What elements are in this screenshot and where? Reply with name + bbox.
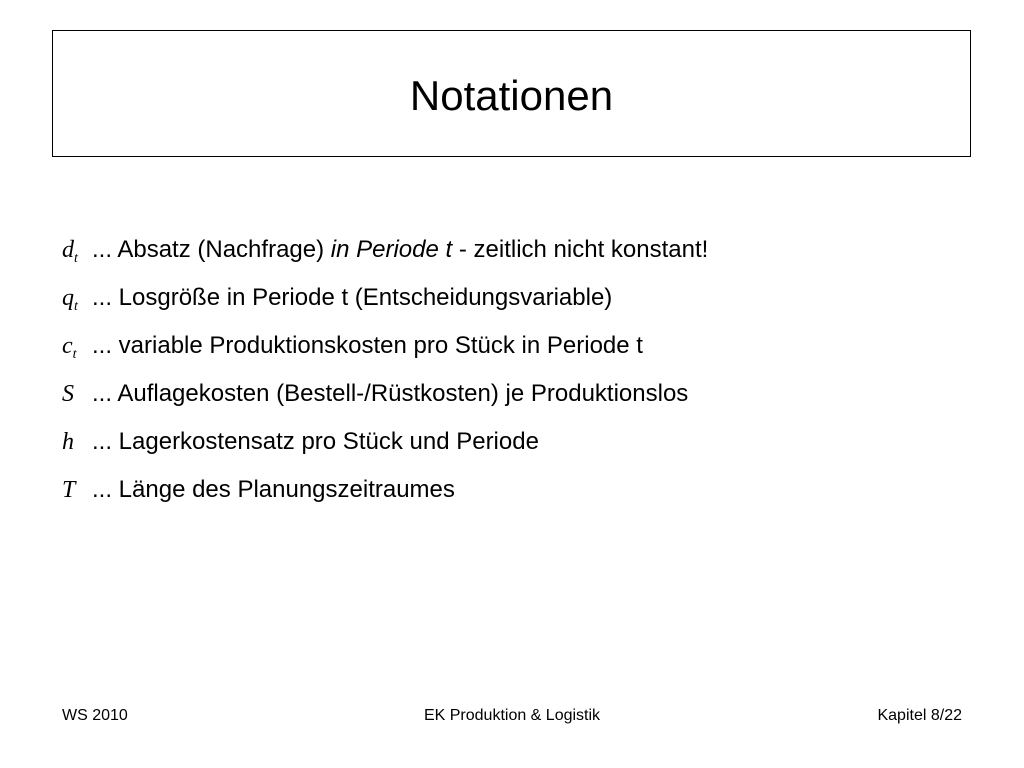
notation-symbol: S	[62, 381, 74, 407]
notation-item-c	[62, 332, 708, 380]
notation-description: ... Länge des Planungszeitraumes	[92, 476, 455, 503]
notation-item-q	[62, 284, 708, 332]
notation-list	[62, 236, 708, 524]
notation-description: ... Lagerkostensatz pro Stück und Periode	[92, 428, 539, 455]
notation-item-d	[62, 236, 708, 284]
notation-item-h	[62, 428, 708, 476]
notation-item-s	[62, 380, 708, 428]
footer-semester: WS 2010	[62, 707, 128, 724]
notation-description: ... Auflagekosten (Bestell-/Rüstkosten) je Produktionslos	[92, 380, 689, 407]
notation-symbol: h	[62, 429, 74, 455]
footer-chapter: Kapitel 8/22	[877, 707, 962, 724]
notation-symbol: $q_t$	[62, 285, 78, 314]
slide-title: Notationen	[409, 71, 614, 119]
notation-description: ... Losgröße in Periode t (Entscheidungsvariable)	[92, 284, 613, 311]
notation-description: ... Absatz (Nachfrage) in Periode t - zeitlich nicht konstant!	[92, 236, 709, 263]
notation-symbol: $d_t$	[62, 237, 78, 266]
emphasis-text: in Periode t	[330, 236, 453, 263]
notation-symbol: $c_t$	[62, 333, 77, 362]
notation-item-t	[62, 476, 708, 524]
footer-course: EK Produktion & Logistik	[423, 707, 601, 724]
notation-description: ... variable Produktionskosten pro Stück in Periode t	[92, 332, 643, 359]
notation-symbol: T	[62, 477, 76, 503]
title-box	[52, 30, 971, 157]
